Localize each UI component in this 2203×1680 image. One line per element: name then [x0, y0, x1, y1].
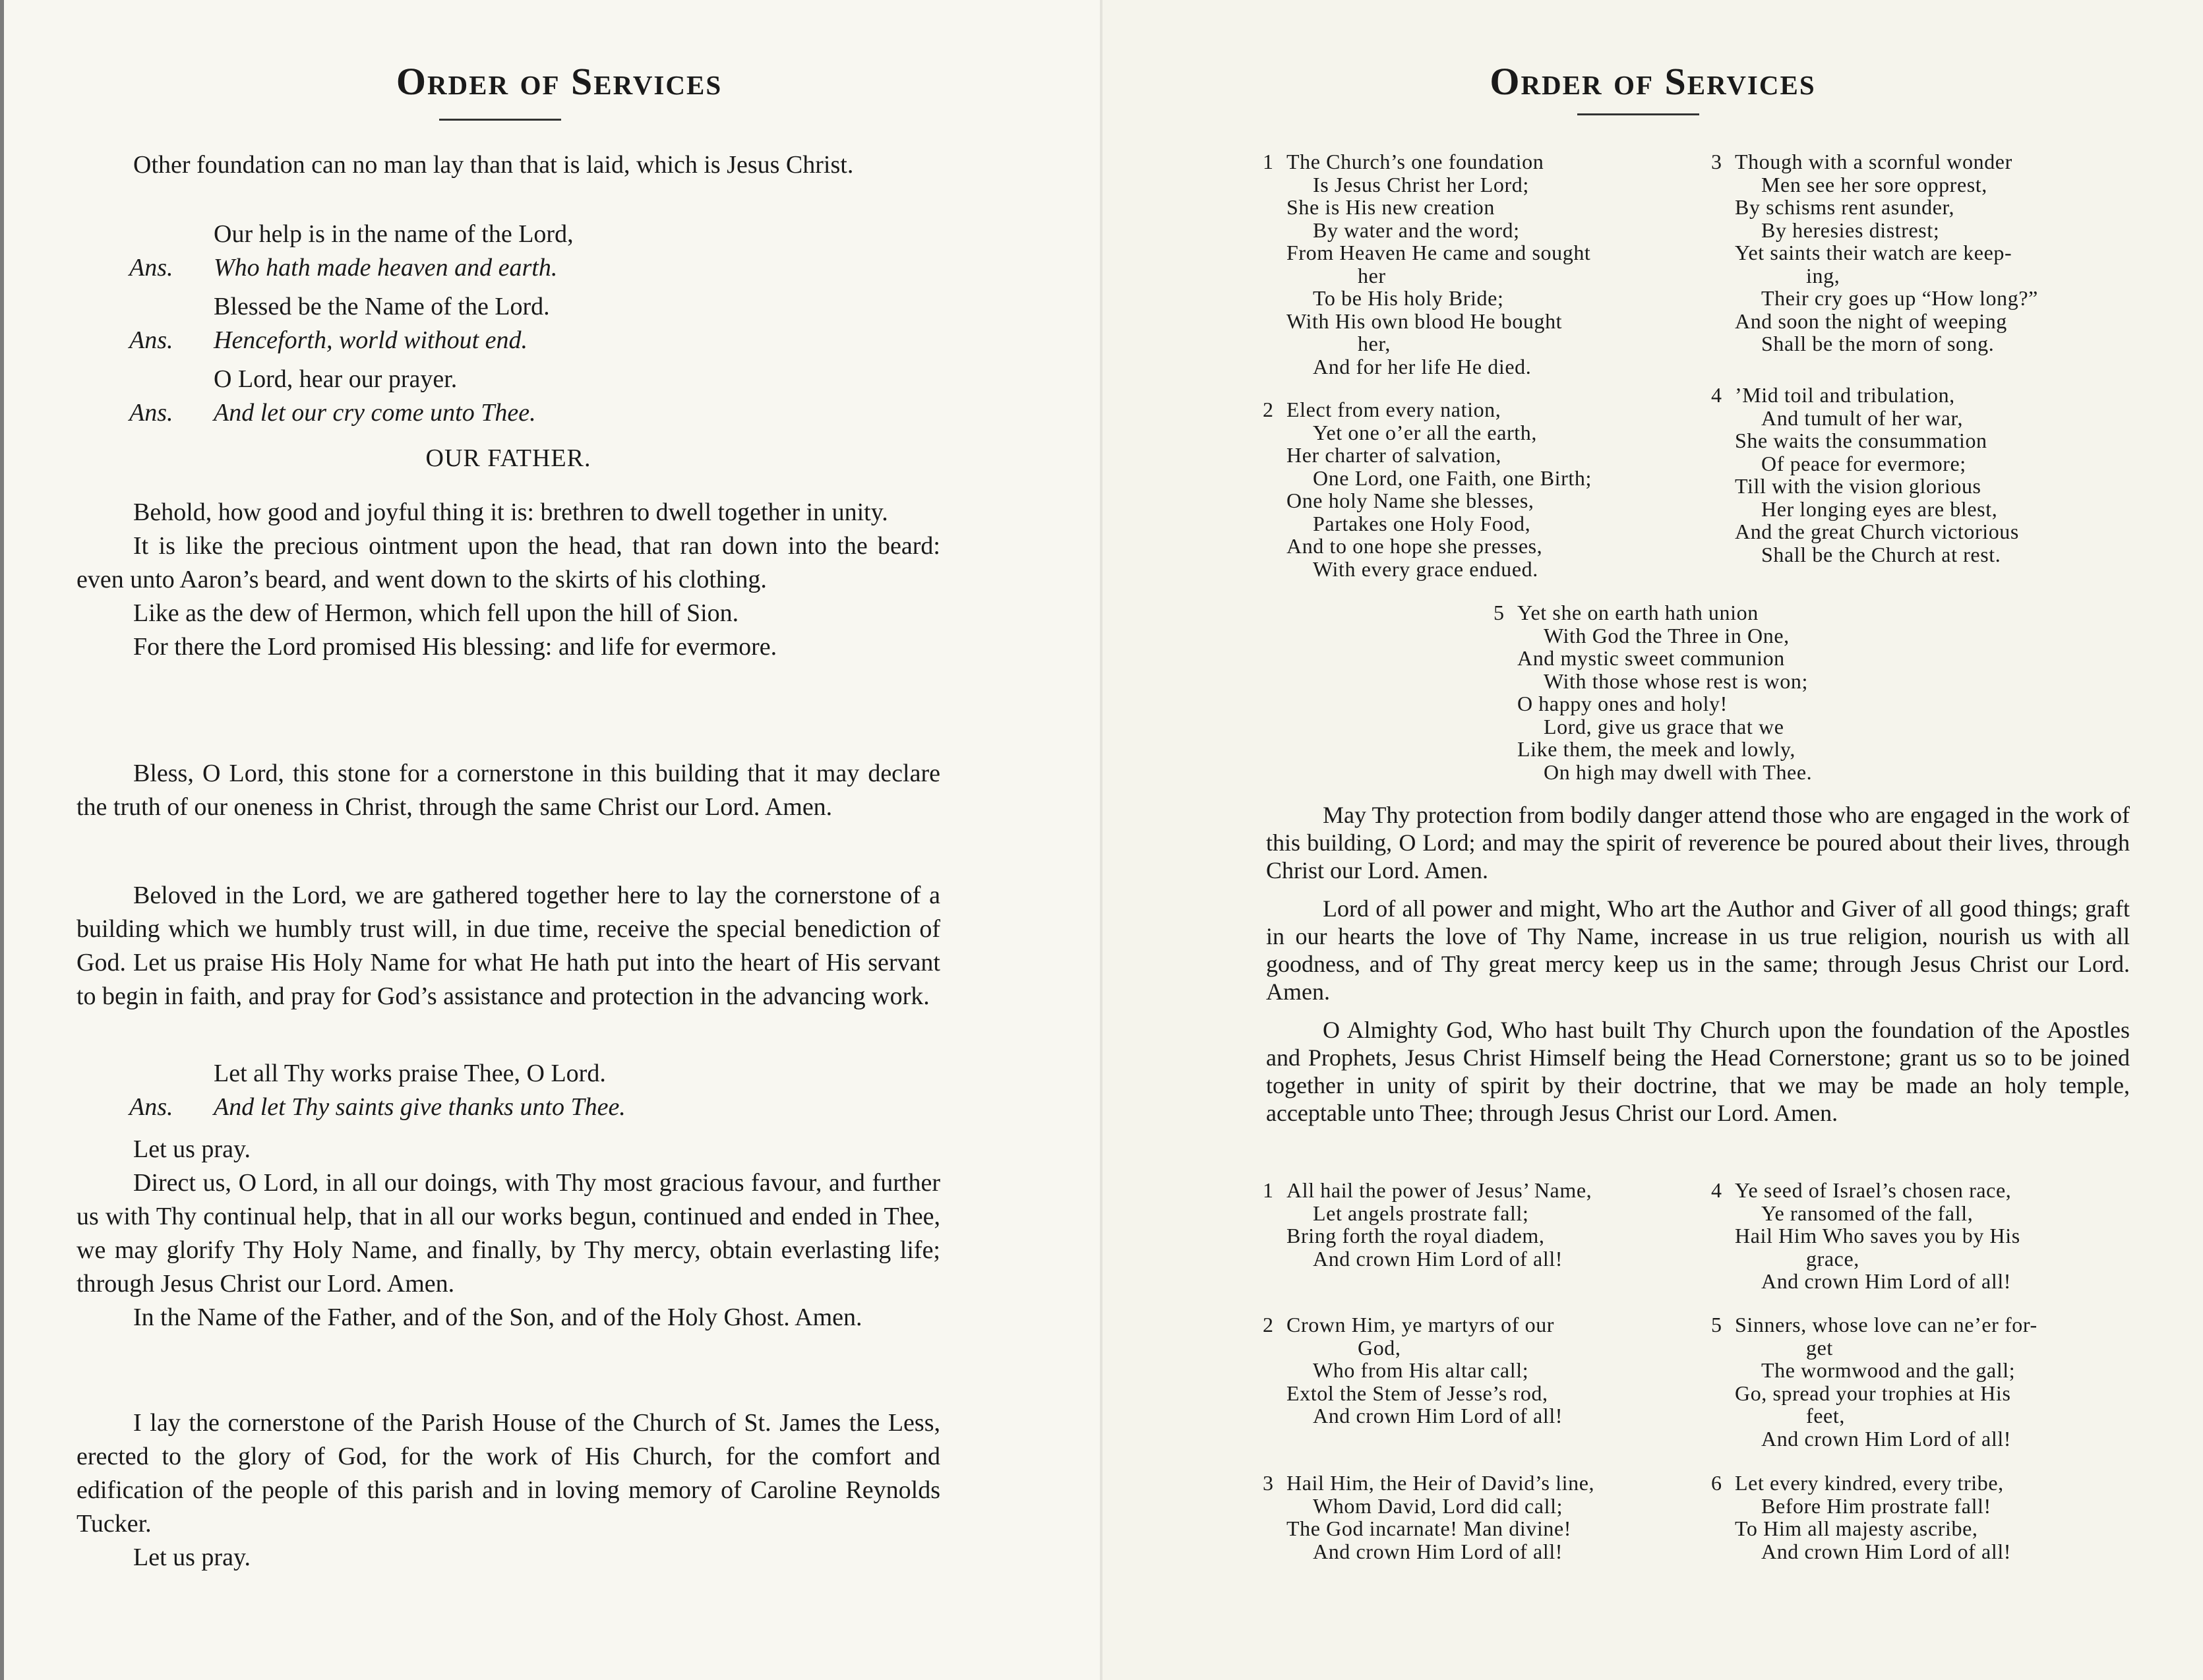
hymn-line [1286, 489, 1592, 512]
hymn-line [1735, 1382, 2037, 1405]
let-us-pray: Let us pray. [133, 1135, 251, 1163]
verse-number: 2 [1263, 398, 1274, 421]
opening-sentence [76, 148, 940, 182]
hymn-1-verse-2 [1263, 398, 1592, 580]
hymn-line [1735, 1270, 2020, 1293]
hymn-line-text: grace, [1806, 1246, 1859, 1271]
response: Ans. Who hath made heaven and earth. [129, 254, 558, 282]
page-title: Order of Services [396, 60, 723, 103]
hymn-line-text: her [1358, 263, 1386, 287]
hymn-line-text: Lord, give us grace that we [1544, 714, 1784, 738]
prayer-protection: May Thy protection from bodily danger attend those who are engaged in the work of this building, O Lord; and may the spirit of reverence be poured about their lives, through Christ our Lord. Amen. [1266, 802, 2130, 884]
verse-number: 3 [1711, 150, 1722, 173]
hymn-line-text: With those whose rest is won; [1544, 669, 1808, 693]
hymn-line-text: God, [1358, 1335, 1401, 1360]
hymn-line-text: Yet saints their watch are keep- [1735, 241, 2012, 264]
versicle: Let all Thy works praise Thee, O Lord. [214, 1060, 606, 1087]
hymn-2-verse-6 [1711, 1472, 2011, 1563]
collects [76, 1133, 940, 1335]
hymn-line-text: One holy Name she blesses, [1286, 489, 1534, 512]
response: Ans. And let our cry come unto Thee. [129, 399, 536, 427]
hymn-line-text: And crown Him Lord of all! [1313, 1539, 1563, 1563]
trinitarian-formula: In the Name of the Father, and of the Son, and of the Holy Ghost. Amen. [133, 1304, 862, 1331]
beloved-address: Beloved in the Lord, we are gathered together here to lay the cornerstone of a building which we humbly trust will, in due time, receive the special benediction of God. Let us praise His Holy Name for what He hath put into the heart of His servant to begin in faith, and pray for God’s assistance and protection in the advancing work. [76, 882, 940, 1010]
response: Ans. And let Thy saints give thanks unto Thee. [129, 1093, 626, 1121]
verse-number: 5 [1711, 1313, 1722, 1336]
versicles-1 [76, 218, 940, 430]
hymn-line [1286, 1359, 1563, 1382]
psalm-verse: For there the Lord promised His blessing: and life for evermore. [133, 633, 777, 661]
hymn-line-text: Ye seed of Israel’s chosen race, [1735, 1178, 2012, 1202]
hymn-line-text: With His own blood He bought [1286, 309, 1563, 333]
hymn-line [1735, 1224, 2020, 1247]
hymn-1-verse-4 [1711, 384, 2019, 566]
hymn-line [1286, 1382, 1563, 1405]
hymn-line-text: feet, [1806, 1404, 1845, 1427]
our-father-heading: OUR FATHER. [425, 444, 591, 472]
hymn-line-text: To be His holy Bride; [1313, 286, 1504, 310]
hymn-line [1711, 1313, 2037, 1336]
hymn-line-text: Yet she on earth hath union [1517, 601, 1759, 624]
versicle-block [76, 363, 940, 430]
hymn-line [1263, 1472, 1594, 1495]
hymn-line [1263, 1313, 1563, 1336]
hymn-line [1286, 535, 1592, 558]
hymn-line [1286, 421, 1592, 444]
verse-number: 1 [1263, 150, 1274, 173]
hymn-line-text: And crown Him Lord of all! [1761, 1426, 2012, 1451]
verse-number: 2 [1263, 1313, 1274, 1336]
hymn-line-text: ing, [1806, 263, 1840, 287]
hymn-line [1517, 670, 1812, 693]
verse-number: 4 [1711, 1178, 1722, 1202]
hymn-line-text: The Church’s one foundation [1286, 150, 1544, 173]
hymn-line-text: O happy ones and holy! [1517, 692, 1728, 715]
hymn-line-text: Though with a scornful wonder [1735, 150, 2012, 173]
hymn-line [1263, 1179, 1592, 1202]
verse-number: 5 [1494, 601, 1505, 624]
hymn-line [1286, 1540, 1594, 1563]
hymn-line-text: Till with the vision glorious [1735, 474, 1981, 498]
title-rule [439, 119, 561, 121]
hymn-line [1735, 310, 2038, 333]
hymn-line-text: Sinners, whose love can ne’er for- [1735, 1313, 2037, 1336]
hymn-line [1735, 332, 2038, 355]
hymn-line-text: And soon the night of weeping [1735, 309, 2007, 333]
hymn-line [1735, 1427, 2037, 1451]
hymn-line-text: ’Mid toil and tribulation, [1735, 383, 1955, 407]
hymn-line-text: Bring forth the royal diadem, [1286, 1224, 1545, 1247]
versicle-block [76, 218, 940, 285]
page-title: Order of Services [1490, 60, 1816, 103]
hymn-line [1735, 1359, 2037, 1382]
hymn-line-text: The God incarnate! Man divine! [1286, 1516, 1572, 1540]
verse-number: 4 [1711, 383, 1722, 407]
hymn-line-text: She waits the consummation [1735, 429, 1987, 452]
hymn-line-text: Yet one o’er all the earth, [1313, 420, 1537, 444]
hymn-line-text: And for her life He died. [1313, 354, 1532, 378]
versicle: Blessed be the Name of the Lord. [214, 293, 550, 320]
hymn-line [1735, 173, 2038, 196]
hymn-line-text: Partakes one Holy Food, [1313, 511, 1531, 535]
hymn-line-text: get [1806, 1335, 1833, 1360]
hymn-line [1711, 1179, 2020, 1202]
hymn-line [1735, 1517, 2011, 1540]
hymn-line-text: And crown Him Lord of all! [1761, 1269, 2012, 1293]
hymn-line-text: Her longing eyes are blest, [1761, 496, 1998, 521]
hymn-line-text: With every grace endued. [1313, 556, 1538, 581]
hymn-line [1735, 452, 2019, 475]
hymn-line-text: And the great Church victorious [1735, 520, 2019, 543]
hymn-line [1263, 150, 1590, 173]
hymn-line-text: Their cry goes up “How long?” [1761, 286, 2038, 310]
blessing-prayer: Bless, O Lord, this stone for a cornerstone in this building that it may declare the truth of our oneness in Christ, through the same Christ our Lord. Amen. [76, 760, 940, 821]
hymn-line [1286, 1495, 1594, 1518]
hymn-line [1263, 398, 1592, 421]
hymn-line-text: All hail the power of Jesus’ Name, [1286, 1178, 1592, 1202]
hymn-line-text: Hail Him Who saves you by His [1735, 1224, 2020, 1247]
hymn-line [1517, 647, 1812, 670]
hymn-line-text: By water and the word; [1313, 218, 1520, 242]
versicle: Our help is in the name of the Lord, [214, 220, 574, 248]
hymn-1-verse-5 [1494, 601, 1812, 783]
verse-number: 6 [1711, 1471, 1722, 1495]
hymn-2-verse-4 [1711, 1179, 2020, 1293]
let-us-pray-final: Let us pray. [133, 1544, 251, 1571]
hymn-line-text: One Lord, one Faith, one Birth; [1313, 465, 1592, 490]
versicles-2 [76, 1057, 940, 1124]
prayer-almighty-god: O Almighty God, Who hast built Thy Church upon the foundation of the Apostles and Prophets, Jesus Christ Himself being the Head Cornerstone; grant us so to be joined together in unity of spirit by their doctrine, that we may be made an holy temple, acceptable unto Thee; through Jesus Christ our Lord. Amen. [1266, 1017, 2130, 1126]
hymn-line [1286, 196, 1590, 219]
hymn-line-text: By heresies distrest; [1761, 218, 1940, 242]
hymn-line [1286, 467, 1592, 490]
hymn-line [1735, 1336, 2037, 1360]
hymn-line [1517, 761, 1812, 784]
hymn-line-text: Go, spread your trophies at His [1735, 1381, 2011, 1405]
hymn-line-text: To Him all majesty ascribe, [1735, 1516, 1978, 1540]
hymn-line [1286, 219, 1590, 242]
hymn-line-text: Hail Him, the Heir of David’s line, [1286, 1471, 1595, 1495]
hymn-line [1735, 287, 2038, 310]
hymn-line-text: Ye ransomed of the fall, [1761, 1201, 1974, 1225]
hymn-line [1286, 1224, 1592, 1247]
hymn-line [1735, 1495, 2011, 1518]
hymn-line-text: On high may dwell with Thee. [1544, 760, 1813, 784]
hymn-line-text: Let angels prostrate fall; [1313, 1201, 1529, 1225]
hymn-line [1735, 520, 2019, 543]
hymn-line [1517, 692, 1812, 715]
hymn-line [1711, 1472, 2011, 1495]
hymn-line-text: She is His new creation [1286, 195, 1495, 219]
hymn-line-text: Extol the Stem of Jesse’s rod, [1286, 1381, 1548, 1405]
hymn-line [1286, 512, 1592, 535]
psalm-verse: Like as the dew of Hermon, which fell upon the hill of Sion. [133, 599, 739, 627]
versicle: O Lord, hear our prayer. [214, 365, 458, 393]
hymn-line-text: With God the Three in One, [1544, 623, 1790, 647]
hymn-line-text: Men see her sore opprest, [1761, 172, 1987, 196]
hymn-line [1286, 1202, 1592, 1225]
hymn-line [1735, 1247, 2020, 1271]
hymn-line [1286, 287, 1590, 310]
laying-declaration: I lay the cornerstone of the Parish House of the Church of St. James the Less, erected to the glory of God, for the work of His Church, for the comfort and edification of the people of this parish and in loving memory of Caroline Reynolds Tucker. Let us pray. [76, 1406, 940, 1575]
title-rule [1577, 113, 1699, 115]
hymn-line [1735, 241, 2038, 264]
hymn-line [1735, 498, 2019, 521]
hymn-line [1711, 384, 2019, 407]
hymn-line-text: Shall be the Church at rest. [1761, 542, 2001, 566]
hymn-line [1286, 332, 1590, 355]
response: Ans. Henceforth, world without end. [129, 326, 528, 354]
hymn-line-text: And crown Him Lord of all! [1313, 1404, 1563, 1427]
hymn-line-text: Like them, the meek and lowly, [1517, 737, 1796, 761]
hymn-line-text: And tumult of her war, [1761, 405, 1964, 430]
hymn-line-text: Elect from every nation, [1286, 398, 1501, 421]
hymn-line [1286, 173, 1590, 196]
hymn-line [1735, 429, 2019, 452]
psalm-verse: It is like the precious ointment upon the head, that ran down into the beard: even unto Aaron’s beard, and went down to the skirts of his clothing. [76, 532, 940, 593]
hymn-line [1286, 1336, 1563, 1360]
hymn-line [1735, 1540, 2011, 1563]
hymn-line [1286, 1247, 1592, 1271]
hymn-line [1735, 407, 2019, 430]
hymn-line-text: her, [1358, 332, 1391, 355]
hymn-1-verse-1 [1263, 150, 1590, 378]
hymn-1-verse-3 [1711, 150, 2038, 355]
prayers [1266, 801, 2130, 1137]
psalm-verse: Behold, how good and joyful thing it is: brethren to dwell together in unity. [133, 498, 888, 526]
hymn-line [1286, 1404, 1563, 1427]
hymn-line [1517, 715, 1812, 738]
hymn-line [1286, 241, 1590, 264]
psalm-133 [76, 496, 940, 664]
versicle-block [76, 290, 940, 357]
hymn-line [1494, 601, 1812, 624]
hymn-line [1735, 264, 2038, 287]
hymn-line [1286, 355, 1590, 378]
hymn-line [1735, 219, 2038, 242]
hymn-line [1286, 310, 1590, 333]
hymn-line-text: The wormwood and the gall; [1761, 1358, 2016, 1382]
hymn-line [1735, 543, 2019, 566]
hymn-line-text: Who from His altar call; [1313, 1358, 1529, 1382]
hymn-line-text: And crown Him Lord of all! [1761, 1539, 2012, 1563]
hymn-line [1517, 624, 1812, 647]
collect-direct-us: Direct us, O Lord, in all our doings, with Thy most gracious favour, and further us with Thy continual help, that in all our works begun, continued and ended in Thee, we may glorify Thy Holy Name, and finally, by Thy mercy, obtain everlasting life; through Jesus Christ our Lord. Amen. [76, 1169, 940, 1298]
hymn-line-text: And to one hope she presses, [1286, 534, 1543, 558]
hymn-line-text: And mystic sweet communion [1517, 646, 1785, 670]
hymn-line [1286, 444, 1592, 467]
hymn-line [1735, 475, 2019, 498]
hymn-line-text: And crown Him Lord of all! [1313, 1246, 1563, 1271]
hymn-line [1735, 196, 2038, 219]
hymn-line [1286, 264, 1590, 287]
hymn-line [1286, 558, 1592, 581]
hymn-line-text: Whom David, Lord did call; [1313, 1493, 1563, 1518]
hymn-line-text: Let every kindred, every tribe, [1735, 1471, 2004, 1495]
opening-text: Other foundation can no man lay than that is laid, which is Jesus Christ. [133, 151, 854, 179]
hymn-line-text: Crown Him, ye martyrs of our [1286, 1313, 1555, 1336]
hymn-line-text: Is Jesus Christ her Lord; [1313, 172, 1529, 196]
hymn-line [1286, 1517, 1594, 1540]
hymn-line-text: Before Him prostrate fall! [1761, 1493, 1991, 1518]
hymn-line [1517, 738, 1812, 761]
hymn-line-text: By schisms rent asunder, [1735, 195, 1955, 219]
hymn-line-text: Shall be the morn of song. [1761, 332, 1995, 355]
hymn-line [1735, 1202, 2020, 1225]
verse-number: 3 [1263, 1471, 1274, 1495]
hymn-line-text: Her charter of salvation, [1286, 443, 1501, 467]
prayer-lord-of-all-power: Lord of all power and might, Who art the Author and Giver of all good things; graft in our hearts the love of Thy Name, increase in us true religion, nourish us with all goodness, and of Thy great mercy keep us in the same; through Jesus Christ our Lord. Amen. [1266, 895, 2130, 1005]
verse-number: 1 [1263, 1178, 1274, 1202]
hymn-2-verse-3 [1263, 1472, 1594, 1563]
left-page [0, 0, 1101, 1680]
hymn-line-text: Of peace for evermore; [1761, 451, 1966, 475]
hymn-line [1711, 150, 2038, 173]
hymn-2-verse-2 [1263, 1313, 1563, 1427]
hymn-2-verse-5 [1711, 1313, 2037, 1450]
hymn-2-verse-1 [1263, 1179, 1592, 1270]
hymn-line-text: From Heaven He came and sought [1286, 241, 1591, 264]
hymn-line [1735, 1404, 2037, 1427]
